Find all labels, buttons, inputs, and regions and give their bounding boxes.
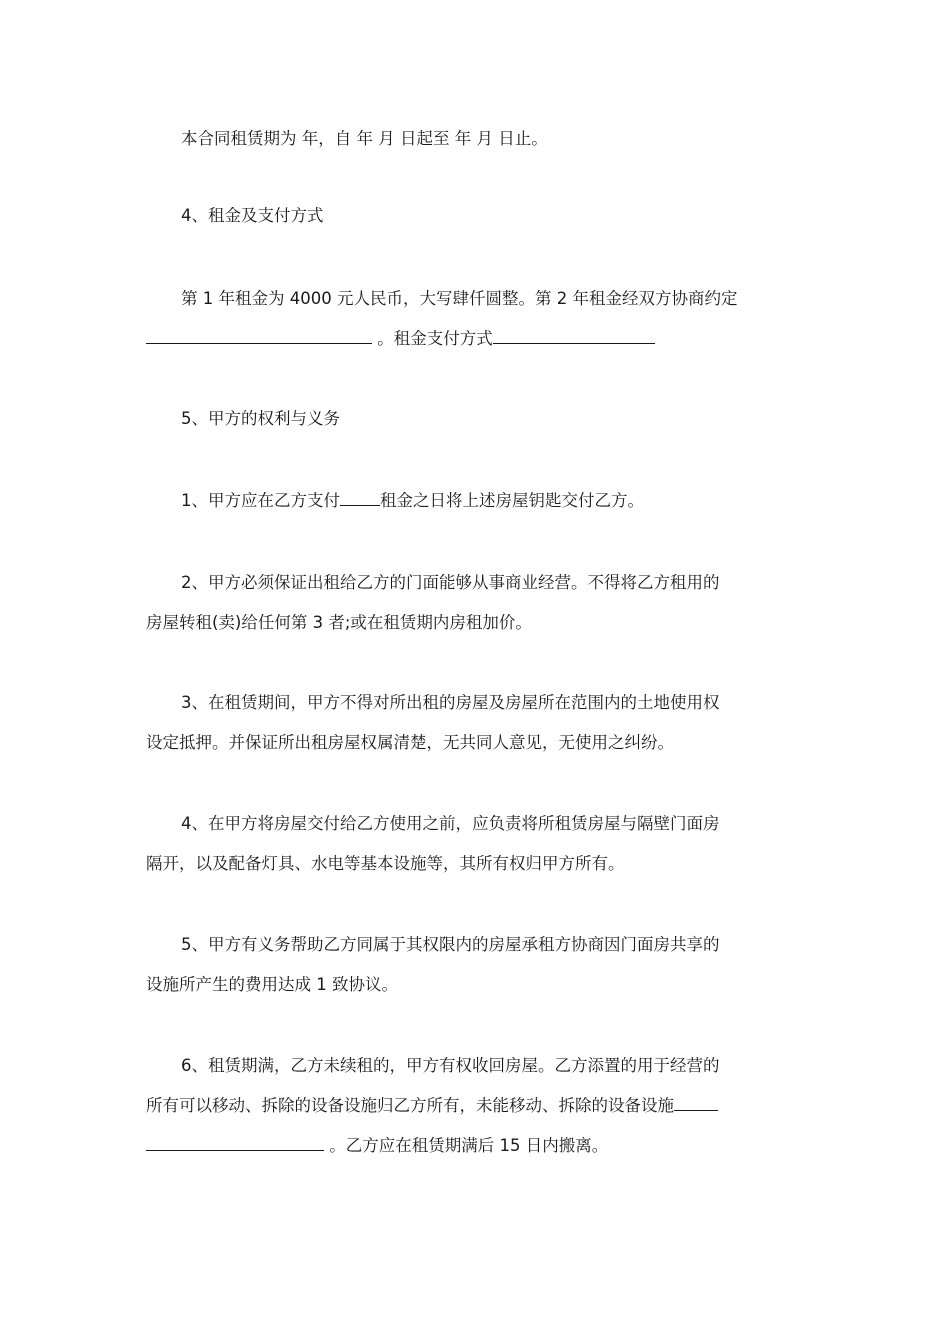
lease-term-text: 本合同租赁期为 年，自 年 月 日起至 年 月 日止。 bbox=[181, 129, 548, 148]
item-1-pre: 1、甲方应在乙方支付 bbox=[181, 491, 340, 510]
rent-line-2 bbox=[146, 319, 806, 359]
item-6-paragraph bbox=[146, 1046, 806, 1166]
item-3-line-1: 3、在租赁期间，甲方不得对所出租的房屋及房屋所在范围内的土地使用权 bbox=[181, 693, 720, 712]
section-5-heading bbox=[146, 399, 806, 439]
payment-method-blank bbox=[493, 323, 655, 344]
second-year-rent-blank bbox=[146, 323, 372, 344]
lease-term-paragraph bbox=[146, 119, 806, 159]
item-5-line-2: 设施所产生的费用达成 1 致协议。 bbox=[146, 975, 398, 994]
item-1-line bbox=[146, 481, 806, 521]
item-4-paragraph bbox=[146, 804, 806, 884]
item-6-line-1: 6、租赁期满，乙方未续租的，甲方有权收回房屋。乙方添置的用于经营的 bbox=[181, 1056, 720, 1075]
item-6-line-2-text: 所有可以移动、拆除的设备设施归乙方所有，未能移动、拆除的设备设施 bbox=[146, 1096, 674, 1115]
item-1-blank bbox=[340, 485, 380, 506]
item-6-line-3-text: 。乙方应在租赁期满后 15 日内搬离。 bbox=[324, 1136, 609, 1155]
rent-line-1: 第 1 年租金为 4000 元人民币，大写肆仟圆整。第 2 年租金经双方协商约定 bbox=[181, 289, 738, 308]
item-2-line-2: 房屋转租(卖)给任何第 3 者;或在租赁期内房租加价。 bbox=[146, 613, 532, 632]
rent-payment-label: 。租金支付方式 bbox=[372, 329, 493, 348]
item-5-line-1: 5、甲方有义务帮助乙方同属于其权限内的房屋承租方协商因门面房共享的 bbox=[181, 935, 720, 954]
item-6-blank-b bbox=[146, 1130, 324, 1151]
item-4-line-2: 隔开，以及配备灯具、水电等基本设施等，其所有权归甲方所有。 bbox=[146, 854, 625, 873]
section-4-heading bbox=[146, 196, 806, 236]
section-5-heading-text: 5、甲方的权利与义务 bbox=[181, 409, 340, 428]
item-2-paragraph bbox=[146, 563, 806, 643]
item-4-line-1: 4、在甲方将房屋交付给乙方使用之前，应负责将所租赁房屋与隔壁门面房 bbox=[181, 814, 720, 833]
item-6-blank-a bbox=[674, 1090, 718, 1111]
rent-paragraph bbox=[146, 279, 806, 359]
item-3-line-2: 设定抵押。并保证所出租房屋权属清楚，无共同人意见，无使用之纠纷。 bbox=[146, 733, 674, 752]
item-5-paragraph bbox=[146, 925, 806, 1005]
item-1-paragraph bbox=[146, 481, 806, 521]
item-6-line-3 bbox=[146, 1126, 806, 1166]
item-2-line-1: 2、甲方必须保证出租给乙方的门面能够从事商业经营。不得将乙方租用的 bbox=[181, 573, 720, 592]
item-3-paragraph bbox=[146, 683, 806, 763]
item-6-line-2 bbox=[146, 1086, 806, 1126]
section-4-heading-text: 4、租金及支付方式 bbox=[181, 206, 324, 225]
item-1-post: 租金之日将上述房屋钥匙交付乙方。 bbox=[380, 491, 644, 510]
